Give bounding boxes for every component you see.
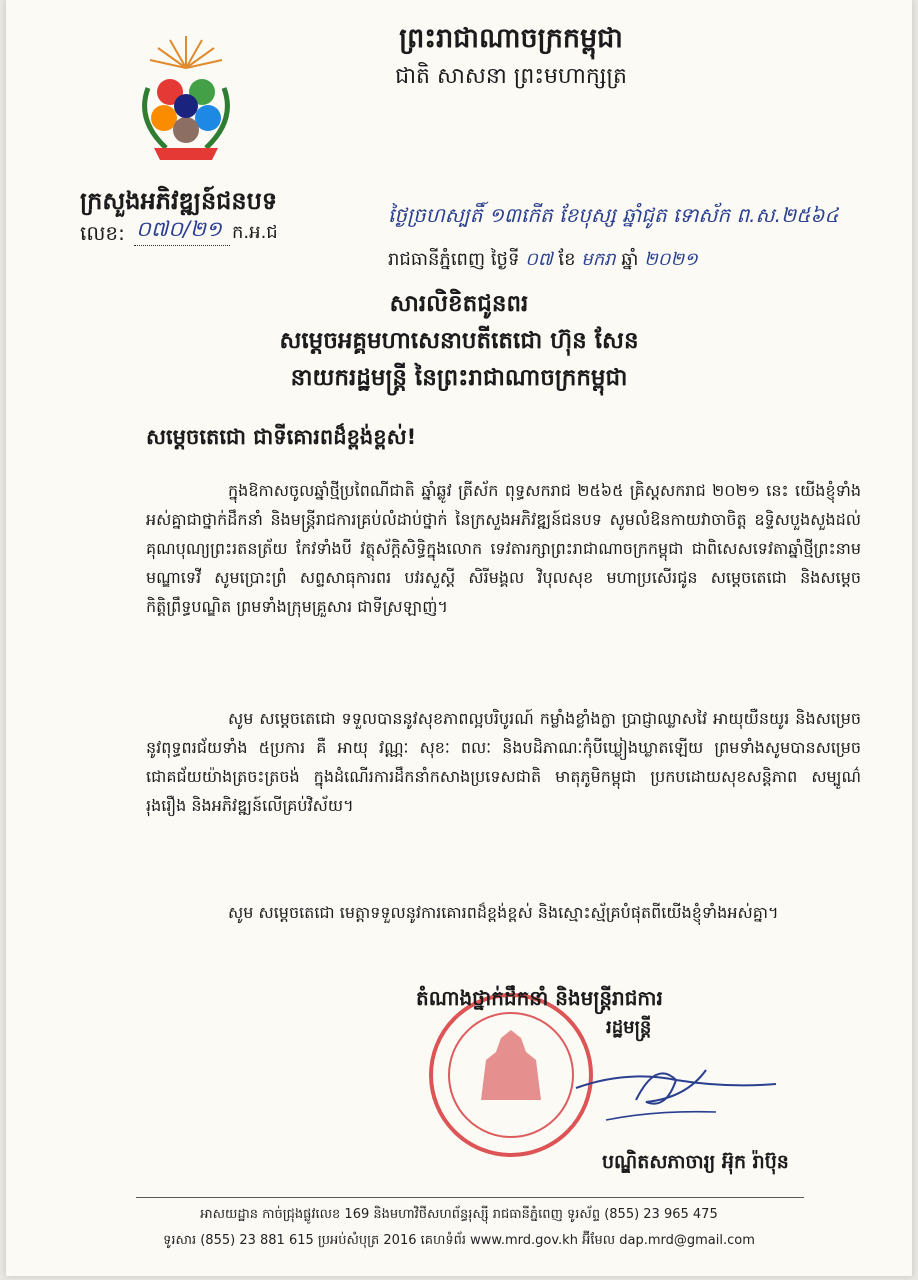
letter-page (6, 0, 912, 1276)
signer-name: បណ្ឌិតសភាចារ្យ អ៊ុក រ៉ាប៊ុន (602, 1151, 789, 1173)
national-motto: ជាតិ សាសនា ព្រះមហាក្សត្រ (395, 64, 627, 89)
solar-year: ២០២១ (644, 249, 698, 270)
body-paragraph-3: សូម សម្តេចតេជោ មេត្តាទទួលនូវការគោរពដ៏ខ្ពង់ខ្ពស់ និងស្មោះស្ម័គ្របំផុតពីយើងខ្ញុំទាំងអស់គ្នា។ (228, 903, 779, 922)
website-link[interactable]: www.mrd.gov.kh (470, 1233, 578, 1248)
solar-date (388, 247, 698, 274)
closing-title: តំណាងថ្នាក់ដឹកនាំ និងមន្ត្រីរាជការ (416, 986, 663, 1010)
footer-contact (6, 1232, 912, 1251)
solar-month: មករា (581, 249, 616, 270)
lunar-date: ថ្ងៃច្រហស្បតិ៍ ១៣កេីត ខែបុស្ស ឆ្នាំជូត ទោស័ក ព.ស.២៥៦៤ (388, 203, 839, 227)
footer-address: អាសយដ្ឋាន កាច់ជ្រុងផ្លូវលេខ 169 និងមហាវិថីសហព័ន្ធរុស្ស៊ី រាជធានីភ្នំពេញ ទូរស័ព្ទ (855) 23 965 475 (200, 1207, 718, 1222)
letter-subject: សារលិខិតជូនពរ (389, 291, 529, 317)
solar-year-label: ឆ្នាំ (621, 249, 639, 270)
solar-day: ០៧ (525, 249, 553, 270)
recipient-role: នាយករដ្ឋមន្ត្រី នៃព្រះរាជាណាចក្រកម្ពុជា (290, 365, 628, 391)
email-label: អ៊ីមែល (582, 1233, 616, 1248)
footer-divider (136, 1197, 804, 1198)
letter-recipient: សម្តេចអគ្គមហាសេនាបតីតេជោ ហ៊ុន សែន (279, 328, 639, 354)
closing-role: រដ្ឋមន្ត្រី (606, 1017, 652, 1038)
body-paragraph-2: សូម សម្តេចតេជោ ទទួលបាននូវសុខភាពល្អបរិបូរណ៍ កម្លាំងខ្លាំងក្លា ប្រាជ្ញាឈ្លាសវៃ អាយុយឺនយូរ និងសម្រេចនូវពុទ្ធពរជ័យទាំង ៥ប្រការ គឺ អាយុ វណ្ណៈ សុខៈ ពលៈ និងបដិភាណៈកុំបីឃ្លៀងឃ្លាតឡើយ ព្រមទាំងសូមបានសម្រេចជោគជ័យយ៉ាងត្រចះត្រចង់ ក្នុងដំណើរការដឹកនាំកសាងប្រទេសជាតិ មាតុភូមិកម្ពុជា ប្រកបដោយសុខសន្តិភាព សម្បូណ៌រុងរឿង និងអភិវឌ្ឍន៍លើគ្រប់វិស័យ។ (146, 709, 861, 815)
reference-label: លេខ: (80, 221, 125, 245)
national-title: ព្រះរាជាណាចក្រកម្ពុជា (399, 23, 623, 54)
solar-date-prefix: រាជធានីភ្នំពេញ ថ្ងៃទី (388, 249, 520, 270)
salutation: សម្តេចតេជោ ជាទីគោរពដ៏ខ្ពង់ខ្ពស់! (146, 425, 417, 449)
reference-department: ក.អ.ជ (232, 222, 278, 243)
footer-contact-prefix: ទូរសារ (855) 23 881 615 ប្រអប់សំបុត្រ 2016 គេហទំព័រ (163, 1233, 467, 1248)
reference-number: ០៧០/២១ (136, 217, 222, 241)
body-paragraph-1: ក្នុងឱកាសចូលឆ្នាំថ្មីប្រពៃណីជាតិ ឆ្នាំឆ្លូវ ត្រីស័ក ពុទ្ធសករាជ ២៥៦៥ គ្រិស្តសករាជ ២០២១ នេះ យើងខ្ញុំទាំងអស់គ្នាជាថ្នាក់ដឹកនាំ និងមន្ត្រីរាជការគ្រប់លំដាប់ថ្នាក់ នៃក្រសួងអភិវឌ្ឍន៍ជនបទ សូមលំឱនកាយវាចាចិត្ត ឧទ្ទិសបួងសួងដល់គុណបុណ្យព្រះរតនត្រ័យ កែវទាំងបី វត្ថុស័ក្តិសិទ្ធិក្នុងលោក ទេវតារក្សាព្រះរាជាណាចក្រកម្ពុជា ជាពិសេសទេវតាឆ្នាំថ្មីព្រះនាម មណ្ឌាទេវី សូមប្រោះព្រំ សព្ទសាធុការពរ បវរសួស្តី សិរីមង្គល វិបុលសុខ មហាប្រសើរជូន សម្តេចតេជោ និងសម្តេចកិត្តិព្រឹទ្ធបណ្ឌិត ព្រមទាំងក្រុមគ្រួសារ ជាទីស្រឡាញ់។ (146, 481, 861, 616)
reference-underline (134, 245, 230, 246)
ministry-name: ក្រសួងអភិវឌ្ឍន៍ជនបទ (80, 187, 278, 215)
signature-icon (566, 1040, 786, 1130)
ministry-emblem-icon (126, 30, 246, 170)
email-link[interactable]: dap.mrd@gmail.com (619, 1233, 755, 1248)
solar-month-label: ខែ (558, 249, 576, 270)
